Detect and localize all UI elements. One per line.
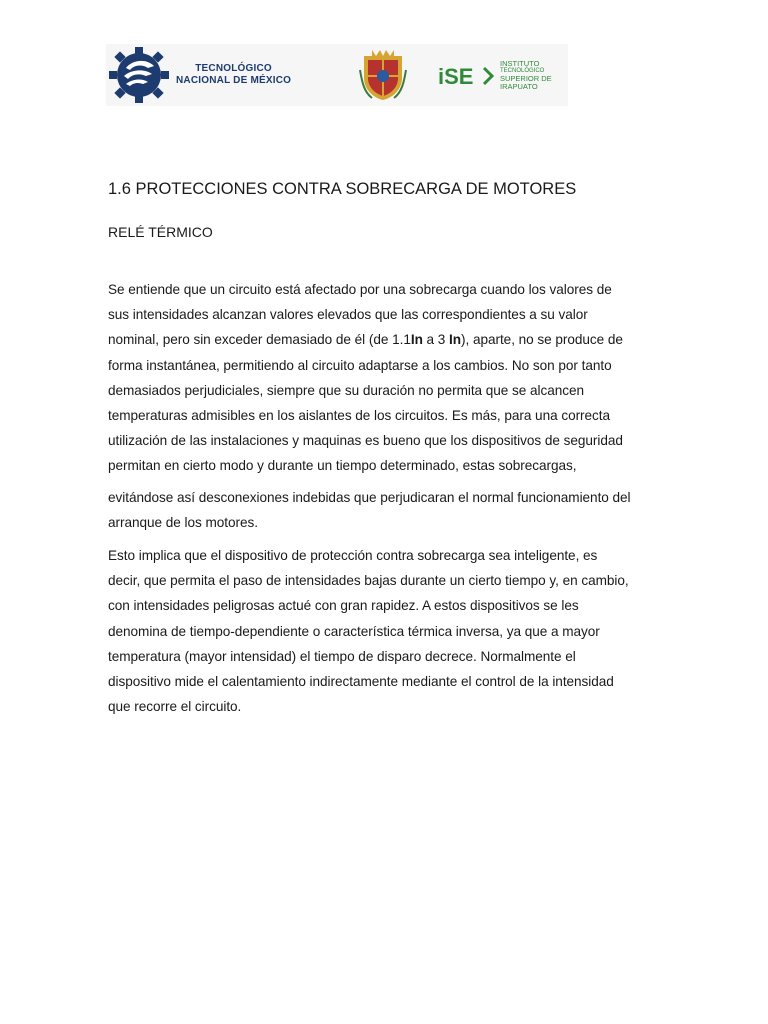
line-text: a 3 bbox=[422, 332, 450, 348]
paragraph-line: forma instantánea, permitiendo al circuito adaptarse a los cambios. No son por tanto bbox=[108, 357, 612, 373]
paragraph-3 bbox=[108, 543, 663, 719]
itesi-acronym: iSE bbox=[438, 64, 474, 89]
paragraph-line: utilización de las instalaciones y maquinas es bueno que los dispositivos de seguridad bbox=[108, 433, 623, 449]
paragraph-line: que recorre el circuito. bbox=[108, 699, 242, 715]
paragraph-line: Se entiende que un circuito está afectado por una sobrecarga cuando los valores de bbox=[108, 282, 612, 297]
current-symbol: In bbox=[410, 332, 423, 348]
paragraph-line: demasiados perjudiciales, siempre que su duración no permita que se alcancen bbox=[108, 382, 585, 398]
paragraph-line: Esto implica que el dispositivo de protección contra sobrecarga sea inteligente, es bbox=[108, 548, 598, 563]
paragraph-line: dispositivo mide el calentamiento indirectamente mediante el control de la intensidad bbox=[108, 674, 614, 690]
itesi-line4: IRAPUATO bbox=[500, 82, 538, 91]
tecnm-name bbox=[176, 63, 291, 87]
line-text: nominal, pero sin exceder demasiado de él (de 1.1 bbox=[108, 332, 411, 348]
section-title: 1.6 PROTECCIONES CONTRA SOBRECARGA DE MOTORES bbox=[108, 180, 577, 198]
paragraph-line: denomina de tiempo-dependiente o característica térmica inversa, ya que a mayor bbox=[108, 623, 600, 639]
itesi-line3: SUPERIOR DE bbox=[500, 74, 552, 83]
paragraph-line: permitan en cierto modo y durante un tiempo determinado, estas sobrecargas, bbox=[108, 458, 577, 474]
section-subtitle: RELÉ TÉRMICO bbox=[108, 224, 213, 240]
line-text: ), aparte, no se produce de bbox=[461, 332, 623, 348]
paragraph-line: sus intensidades alcanzan valores elevados que las correspondientes a su valor bbox=[108, 307, 588, 323]
itesi-name bbox=[500, 60, 552, 91]
paragraph-1 bbox=[108, 277, 663, 479]
itesi-line2: TECNOLÓGICO bbox=[500, 68, 545, 74]
paragraph-line: temperaturas admisibles en los aislantes de los circuitos. Es más, para una correcta bbox=[108, 408, 611, 424]
header-logo-banner bbox=[106, 44, 568, 106]
paragraph-line: temperatura (mayor intensidad) el tiempo de disparo decrece. Normalmente el bbox=[108, 648, 576, 664]
coat-of-arms-crest bbox=[358, 48, 408, 102]
itesi-logo bbox=[438, 62, 498, 90]
paragraph-line: evitándose así desconexiones indebidas que perjudicaran el normal funcionamiento del bbox=[108, 490, 631, 505]
paragraph-line: arranque de los motores. bbox=[108, 515, 258, 531]
paragraph-2 bbox=[108, 485, 663, 535]
tecnm-line2: NACIONAL DE MÉXICO bbox=[176, 75, 292, 86]
current-symbol: In bbox=[449, 332, 462, 348]
tecnm-logo bbox=[108, 46, 170, 104]
itesi-line1: INSTITUTO bbox=[500, 59, 540, 68]
paragraph-line bbox=[108, 327, 663, 352]
tecnm-line1: TECNOLÓGICO bbox=[195, 63, 272, 74]
paragraph-line: con intensidades peligrosas actué con gran rapidez. A estos dispositivos se les bbox=[108, 598, 579, 614]
paragraph-line: decir, que permita el paso de intensidades bajas durante un cierto tiempo y, en cambio, bbox=[108, 573, 629, 589]
